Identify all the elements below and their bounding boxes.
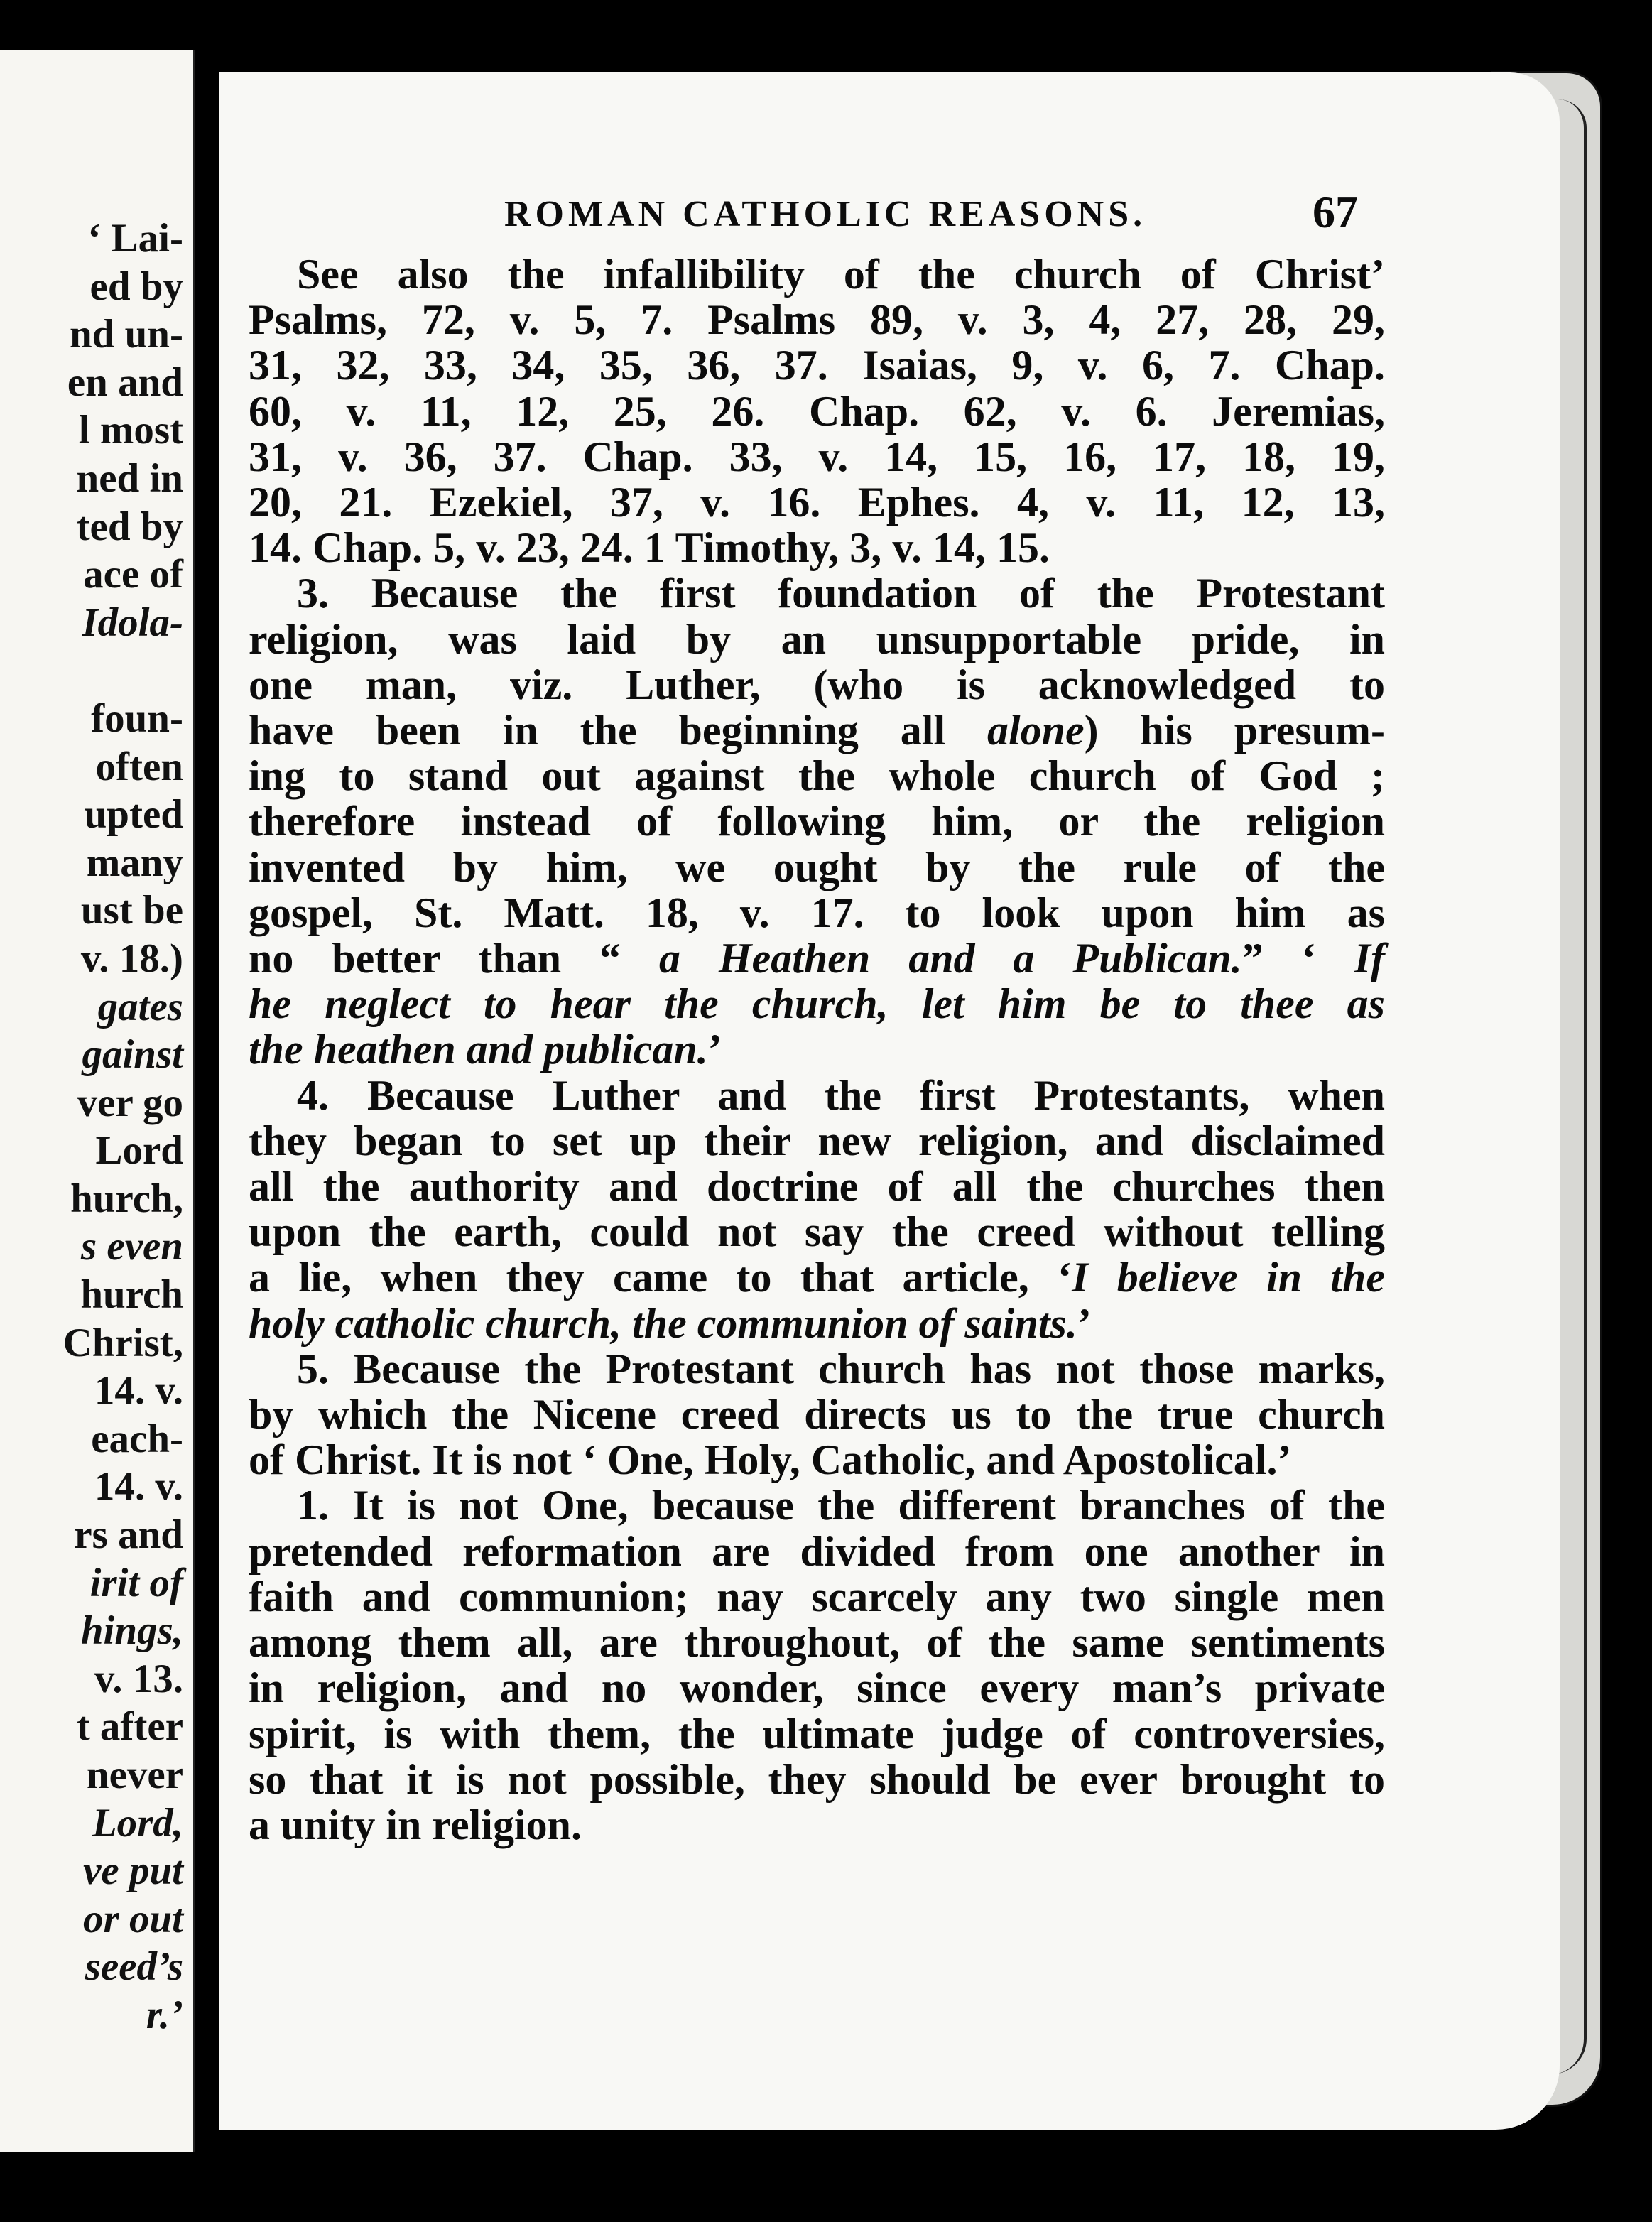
- text-segment: 4. Because Luther and the first Protestants, when: [297, 1071, 1385, 1119]
- text-segment: they began to set up their new religion, and disclaimed: [249, 1117, 1385, 1164]
- text-line: [249, 1757, 1385, 1802]
- text-line: [249, 617, 1385, 662]
- text-segment: ” ‘: [1241, 935, 1354, 982]
- facing-page-line: ‘ Lai-: [87, 216, 183, 261]
- facing-page-line: ver go: [77, 1080, 183, 1125]
- text-line: [249, 936, 1385, 981]
- text-segment: no better than “: [249, 935, 659, 982]
- text-line: [249, 342, 1385, 388]
- paragraph: [249, 1346, 1385, 1483]
- italic-text: alone: [987, 707, 1085, 754]
- text-segment: 60, v. 11, 12, 25, 26. Chap. 62, v. 6. Jeremias,: [249, 387, 1385, 435]
- text-line: [249, 1802, 1385, 1848]
- text-segment: 5. Because the Protestant church has not those marks,: [297, 1345, 1385, 1392]
- text-segment: religion, was laid by an unsupportable pride, in: [249, 615, 1385, 663]
- facing-page-line: l most: [78, 408, 183, 453]
- italic-text: a Heathen and a Publican.: [658, 935, 1242, 982]
- facing-page-line: ned in: [76, 455, 183, 501]
- text-line: [249, 479, 1385, 525]
- text-line: [249, 525, 1385, 570]
- text-segment: invented by him, we ought by the rule of the: [249, 843, 1385, 891]
- text-segment: of Christ. It is not ‘ One, Holy, Catholic, and Apostolical.’: [249, 1436, 1292, 1484]
- text-line: [249, 798, 1385, 844]
- facing-page-line: 14. v.: [94, 1464, 183, 1510]
- text-segment: upon the earth, could not say the creed without telling: [249, 1208, 1385, 1256]
- paragraph: [249, 1073, 1385, 1346]
- text-segment: a lie, when they came to that article, ‘: [249, 1254, 1072, 1301]
- facing-page-line: gates: [97, 984, 183, 1029]
- text-line: [249, 570, 1385, 616]
- facing-page-line: hurch: [80, 1272, 183, 1318]
- text-segment: have been in the beginning all: [249, 707, 987, 754]
- text-line: [249, 1026, 1385, 1072]
- paragraph: [249, 570, 1385, 1072]
- text-line: [249, 845, 1385, 890]
- page-header: [219, 186, 1560, 250]
- text-line: [249, 1118, 1385, 1164]
- facing-page-line: often: [95, 744, 183, 789]
- text-line: [249, 1301, 1385, 1346]
- text-line: [249, 981, 1385, 1026]
- text-line: [249, 753, 1385, 798]
- text-segment: one man, viz. Luther, (who is acknowledged to: [249, 661, 1385, 708]
- facing-page-line: ve put: [83, 1848, 183, 1894]
- italic-text: holy catholic church, the communion of saints.: [249, 1299, 1077, 1347]
- text-segment: 31, v. 36, 37. Chap. 33, v. 14, 15, 16, 17, 18, 19,: [249, 433, 1385, 480]
- facing-page-line: ace of: [83, 552, 183, 597]
- italic-text: the heathen and publican.: [249, 1026, 708, 1073]
- paragraph: [249, 251, 1385, 570]
- text-segment: 31, 32, 33, 34, 35, 36, 37. Isaias, 9, v. 6, 7. Chap.: [249, 342, 1385, 389]
- facing-page-line: nd un-: [69, 312, 183, 357]
- italic-text: he neglect to hear the church, let him be to thee as: [249, 980, 1385, 1028]
- text-segment: pretended reformation are divided from one another in: [249, 1527, 1385, 1575]
- facing-page-line: irit of: [89, 1560, 183, 1605]
- facing-page-line: r.’: [146, 1992, 183, 2037]
- text-line: [249, 1254, 1385, 1300]
- text-line: [249, 1711, 1385, 1757]
- facing-page-line: seed’s: [85, 1944, 183, 1990]
- book-page: [219, 72, 1560, 2130]
- facing-page-line: or out: [83, 1896, 183, 1941]
- text-segment: all the authority and doctrine of all the churches then: [249, 1163, 1385, 1210]
- facing-page-line: ed by: [89, 264, 183, 309]
- text-segment: See also the infallibility of the church of Christ’: [297, 251, 1385, 298]
- facing-page-line: v. 13.: [94, 1656, 183, 1701]
- facing-page-line: upted: [84, 792, 183, 838]
- body-text: [249, 251, 1385, 1848]
- page-number: 67: [1313, 187, 1358, 237]
- text-line: [249, 1209, 1385, 1254]
- facing-page-fragment: [0, 50, 195, 2152]
- text-line: [249, 1073, 1385, 1118]
- text-segment: ’: [707, 1026, 722, 1073]
- facing-page-line: foun-: [91, 695, 183, 741]
- text-line: [249, 1164, 1385, 1209]
- text-line: [249, 1483, 1385, 1528]
- text-segment: among them all, are throughout, of the same sentiments: [249, 1619, 1385, 1666]
- italic-text: If: [1354, 935, 1385, 982]
- text-segment: spirit, is with them, the ultimate judge of controversies,: [249, 1710, 1385, 1757]
- facing-page-line: v. 18.): [80, 936, 183, 981]
- text-line: [249, 1620, 1385, 1665]
- text-segment: 1. It is not One, because the different branches of the: [297, 1482, 1385, 1529]
- facing-page-line: hurch,: [70, 1176, 183, 1221]
- text-line: [249, 434, 1385, 479]
- facing-page-line: [63, 646, 183, 695]
- text-line: [249, 389, 1385, 434]
- text-segment: gospel, St. Matt. 18, v. 17. to look upon him as: [249, 889, 1385, 936]
- text-line: [249, 251, 1385, 297]
- text-line: [249, 1392, 1385, 1437]
- facing-page-line: s even: [80, 1224, 183, 1269]
- italic-text: I believe in the: [1072, 1254, 1386, 1301]
- text-line: [249, 1346, 1385, 1392]
- running-title: ROMAN CATHOLIC REASONS.: [504, 194, 1147, 234]
- text-segment: a unity in religion.: [249, 1801, 582, 1848]
- text-line: [249, 1665, 1385, 1711]
- text-line: [249, 662, 1385, 708]
- facing-page-line: Idola-: [82, 600, 183, 645]
- text-segment: 14. Chap. 5, v. 23, 24. 1 Timothy, 3, v. 14, 15.: [249, 524, 1050, 572]
- text-segment: ing to stand out against the whole church of God ;: [249, 752, 1385, 800]
- facing-page-line: never: [86, 1752, 183, 1797]
- facing-page-text: [63, 215, 183, 2039]
- facing-page-line: ust be: [80, 888, 183, 933]
- text-segment: 20, 21. Ezekiel, 37, v. 16. Ephes. 4, v. 11, 12, 13,: [249, 479, 1385, 526]
- text-segment: Psalms, 72, v. 5, 7. Psalms 89, v. 3, 4, 27, 28, 29,: [249, 296, 1385, 344]
- text-segment: therefore instead of following him, or the religion: [249, 798, 1385, 845]
- text-segment: by which the Nicene creed directs us to the true church: [249, 1391, 1385, 1438]
- facing-page-line: hings,: [80, 1608, 183, 1654]
- facing-page-line: Christ,: [63, 1320, 183, 1365]
- facing-page-line: gainst: [82, 1032, 183, 1078]
- text-segment: 3. Because the first foundation of the Protestant: [297, 570, 1385, 617]
- text-segment: ) his presum-: [1084, 707, 1385, 754]
- facing-page-line: rs and: [74, 1512, 183, 1558]
- facing-page-line: many: [86, 840, 183, 885]
- paragraph: [249, 1483, 1385, 1848]
- text-line: [249, 1437, 1385, 1483]
- facing-page-line: Lord: [95, 1128, 183, 1174]
- facing-page-line: Lord,: [92, 1800, 183, 1846]
- text-line: [249, 297, 1385, 342]
- text-segment: so that it is not possible, they should be ever brought to: [249, 1755, 1385, 1803]
- facing-page-line: each-: [91, 1416, 183, 1461]
- facing-page-line: t after: [76, 1704, 183, 1750]
- text-line: [249, 708, 1385, 753]
- text-segment: ’: [1077, 1299, 1092, 1347]
- facing-page-line: en and: [67, 359, 183, 405]
- text-segment: in religion, and no wonder, since every man’s private: [249, 1664, 1385, 1712]
- text-segment: faith and communion; nay scarcely any two single men: [249, 1573, 1385, 1620]
- facing-page-line: ted by: [76, 504, 183, 549]
- text-line: [249, 1574, 1385, 1620]
- text-line: [249, 1529, 1385, 1574]
- text-line: [249, 890, 1385, 936]
- facing-page-line: 14. v.: [94, 1368, 183, 1414]
